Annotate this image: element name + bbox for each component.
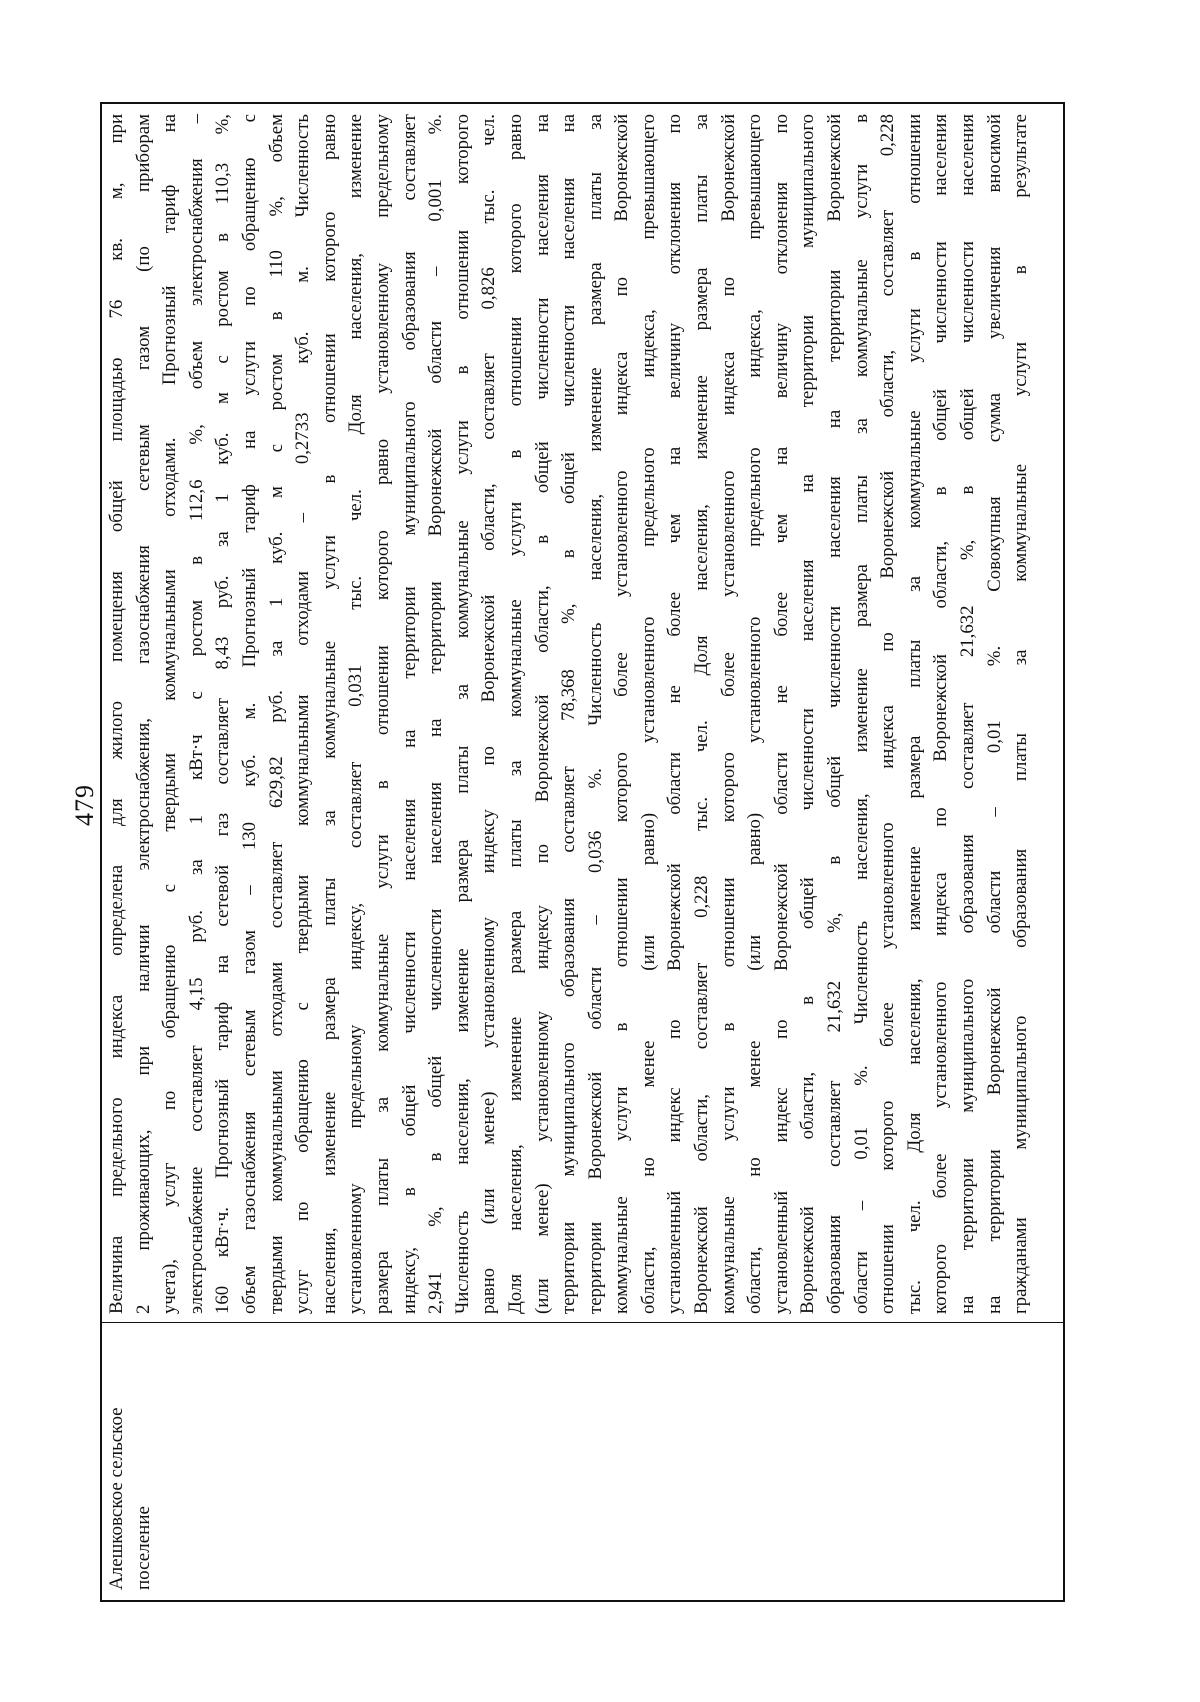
data-table	[100, 102, 1065, 1602]
description-cell	[102, 104, 1063, 1322]
text-line: Воронежской области, составляет 0,228 тыс. чел. Доля населения, изменение размера платы за	[691, 114, 713, 1314]
text-line: населения, изменение размера платы за коммунальные услуги в отношении которого равно	[318, 114, 340, 1314]
text-line: тыс. чел. Доля населения, изменение размера платы за коммунальные услуги в отношении	[903, 114, 925, 1314]
text-line: территории Воронежской области – 0,036 %. Численность населения, изменение размера платы за	[584, 114, 606, 1314]
page-number: 479	[70, 784, 99, 826]
text-line: области, но менее (или равно) установленного предельного индекса, превышающего	[744, 114, 766, 1314]
text-line: на территории муниципального образования составляет 21,632 %, в общей численности населения	[957, 114, 978, 1314]
text-line: образования составляет 21,632 %, в общей численности населения на территории Воронежской	[824, 114, 846, 1314]
text-line: коммунальные услуги в отношении которого более установленного индекса по Воронежской	[611, 114, 633, 1314]
text-line: услуг по обращению с твердыми коммунальными отходами – 0,2733 куб. м. Численность	[292, 114, 314, 1314]
text-line: области, но менее (или равно) установленного предельного индекса, превышающего	[637, 114, 659, 1314]
text-line: учета), услуг по обращению с твердыми коммунальными отходами. Прогнозный тариф на	[159, 114, 181, 1314]
text-line: 2,941 %, в общей численности населения на территории Воронежской области – 0,001 %.	[425, 114, 447, 1314]
text-line: твердыми коммунальными отходами составляет 629,82 руб. за 1 куб. м с ростом в 110 %, объем	[265, 114, 287, 1314]
text-line: коммунальные услуги в отношении которого более установленного индекса по Воронежской	[717, 114, 739, 1314]
text-line: электроснабжение составляет 4,15 руб. за 1 кВт·ч с ростом в 112,6 %, объем электроснабжения –	[185, 114, 207, 1314]
text-line: Величина предельного индекса определена для жилого помещения общей площадью 76 кв. м, при	[106, 114, 127, 1314]
text-line: размера платы за коммунальные услуги в отношении которого равно установленному предельному	[371, 114, 393, 1314]
text-line: Численность населения, изменение размера платы за коммунальные услуги в отношении которого	[451, 114, 473, 1314]
text-line: территории муниципального образования составляет 78,368 %, в общей численности населения на	[558, 114, 580, 1314]
text-line: равно (или менее) установленному индексу по Воронежской области, составляет 0,826 тыс. чел.	[478, 114, 500, 1314]
text-line: (или менее) установленному индексу по Воронежской области, в общей численности населения на	[531, 114, 553, 1314]
text-line: области – 0,01 %. Численность населения, изменение размера платы за коммунальные услуги в	[850, 114, 872, 1314]
text-line: объем газоснабжения сетевым газом – 130 куб. м. Прогнозный тариф на услуги по обращению с	[238, 114, 260, 1314]
text-line: отношении которого более установленного индекса по Воронежской области, составляет 0,228	[877, 114, 899, 1314]
text-line: Воронежской области, в общей численности населения на территории муниципального	[797, 114, 819, 1314]
settlement-name-cell	[102, 1322, 1063, 1600]
text-line: на территории Воронежской области – 0,01 %. Совокупная сумма увеличения вносимой	[983, 114, 1005, 1314]
settlement-name: Алешковское сельское поселение	[106, 1407, 154, 1590]
text-line: установленный индекс по Воронежской области не более чем на величину отклонения по	[664, 114, 686, 1314]
text-line: установленному предельному индексу, составляет 0,031 тыс. чел. Доля населения, изменение	[345, 114, 367, 1314]
text-line: гражданами муниципального образования платы за коммунальные услуги в результате	[1010, 114, 1032, 1314]
text-line: которого более установленного индекса по Воронежской области, в общей численности населения	[930, 114, 952, 1314]
text-line: индексу, в общей численности населения на территории муниципального образования составляет	[398, 114, 420, 1314]
text-line: установленный индекс по Воронежской области не более чем на величину отклонения по	[770, 114, 792, 1314]
text-line: 160 кВт·ч. Прогнозный тариф на сетевой газ составляет 8,43 руб. за 1 куб. м с ростом в 110,3 %,	[212, 114, 234, 1314]
text-line: Доля населения, изменение размера платы за коммунальные услуги в отношении которого равно	[504, 114, 526, 1314]
rotated-page-content	[100, 102, 1065, 1602]
text-line: 2 проживающих, при наличии электроснабжения, газоснабжения сетевым газом (по приборам	[132, 114, 154, 1314]
